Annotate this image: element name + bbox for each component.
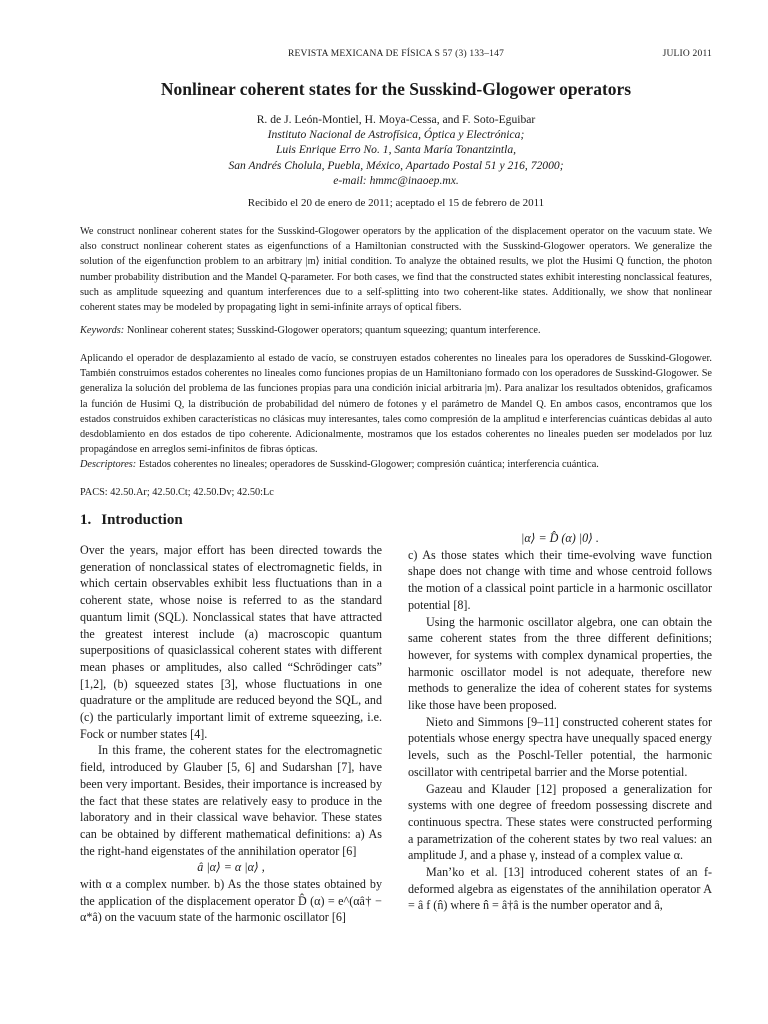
section-heading (80, 512, 183, 529)
keywords-english (80, 323, 712, 338)
paragraph: In this frame, the coherent states for the electromagnetic field, introduced by Glauber [5, 6] and Sudarshan [7], have been very important. Besides, their importance is increased by the fact that these states are relatively easy to produce in the laboratory and in their classical wave behavior. These states can be obtained by different mathematical definitions: a) As the right-hand eigenstates of the annihilation operator [6] (80, 743, 382, 858)
affiliation-line: San Andrés Cholula, Puebla, México, Apartado Postal 51 y 216, 72000; (228, 158, 564, 172)
abstract-spanish: Aplicando el operador de desplazamiento al estado de vacío, se construyen estados coherentes no lineales para los operadores de Susskind-Glogower. También construimos estados coherentes no lineales como funciones propias de un Hamiltoniano formado con los operadores de Susskind-Glogower. Se generaliza la solución del problema de las funciones propias para una condición inicial arbitraria |m⟩. Para analizar los resultados obtenidos, graficamos la función de Husimi Q, la distribución de probabilidad del número de fotones y el parámetro de Mandel Q. En ambos casos, encontramos que los estados construidos exhiben características no clásicas muy interesantes, tales como compresión de la amplitud e interferencias cuánticas debidas al auto desdoblamiento en dos estados de tipo coherente. Adicionalmente, mostramos que los estados coherentes no lineales pueden ser modelados por luz propagándose en arreglos semi-infinitos de fibras ópticas. (80, 353, 712, 456)
affiliation-line: Instituto Nacional de Astrofísica, Óptica y Electrónica; (267, 128, 525, 142)
author-names: R. de J. León-Montiel, H. Moya-Cessa, and F. Soto-Eguibar (256, 113, 536, 126)
keywords-spanish (80, 457, 712, 472)
equation-displacement: |α⟩ = D̂ (α) |0⟩ . (521, 531, 599, 545)
author-block (80, 112, 712, 188)
received-dates: Recibido el 20 de enero de 2011; aceptado el 15 de febrero de 2011 (247, 197, 545, 209)
equation-annihilation: â |α⟩ = α |α⟩ , (197, 860, 265, 875)
affiliation-line: Luis Enrique Erro No. 1, Santa María Tonantzintla, (275, 143, 517, 157)
keywords-text: Nonlinear coherent states; Susskind-Glogower operators; quantum squeezing; quantum interference. (126, 325, 541, 336)
running-head (80, 49, 712, 63)
paragraph: Gazeau and Klauder [12] proposed a generalization for systems with one degree of freedom possessing discrete and continuous spectra. These states were constructed performing a parametrization of the coherent states by two real values: an amplitude J, and a phase γ, instead of a complex value α. (408, 781, 712, 863)
issue-date: JULIO 2011 (662, 49, 712, 59)
paragraph: Over the years, major effort has been directed towards the generation of nonclassical states of electromagnetic fields, in which certain observables exhibit less fluctuations than in a coherent state, whose noise is referred to as the standard quantum limit (SQL). Nonclassical states that have attracted the greatest interest include (a) macroscopic quantum superpositions of quasiclassical coherent states with different mean phases or amplitudes, also called “Schrödinger cats” [1,2], (b) squeezed states [3], whose fluctuations in one quadrature or the amplitude are reduced beyond the SQL, and (c) the particularly important limit of extreme squeezing, i.e. Fock or number states [4]. (80, 543, 382, 741)
email-line: e-mail: hmmc@inaoep.mx. (333, 173, 459, 187)
section-number: 1. (80, 512, 92, 528)
descriptores-label: Descriptores: (80, 459, 137, 470)
journal-citation: REVISTA MEXICANA DE FÍSICA S 57 (3) 133–147 (287, 49, 505, 59)
right-column (408, 530, 712, 914)
left-column (80, 542, 382, 926)
paragraph: Using the harmonic oscillator algebra, one can obtain the same coherent states from the three different definitions; however, for systems with complex dynamical properties, the harmonic oscillator model is not adequate, therefore new methods to generalize the idea of coherent states for systems like those have been proposed. (408, 614, 712, 713)
descriptores-text: Estados coherentes no lineales; operadores de Susskind-Glogower; compresión cuántica; interferencia cuántica. (138, 459, 599, 470)
abstract-english: We construct nonlinear coherent states for the Susskind-Glogower operators by the application of the displacement operator on the vacuum state. We also construct nonlinear coherent states as eigenfunctions of a Hamiltonian constructed with the Susskind-Glogower operators. We generalize the solution of the eigenfunction problem to an arbitrary |m⟩ initial condition. To analyze the obtained results, we plot the Husimi Q function, the photon number probability distribution and the Mandel Q-parameter. For both cases, we find that the constructed states exhibit interesting nonclassical features, such as amplitude squeezing and quantum interferences due to a self-splitting into two coherent-like states. Additionally, we show that nonlinear coherent states may be modeled by propagating light in semi-infinite arrays of optical fibers. (80, 226, 712, 314)
paragraph: Man’ko et al. [13] introduced coherent states of an f-deformed algebra as eigenstates of the annihilation operator A = â f (n̂) where n̂ = â†â is the number operator and â, (408, 865, 712, 913)
paragraph: with α a complex number. b) As the those states obtained by the application of the displacement operator D̂ (α) = e^(αâ† − α*â) on the vacuum state of the harmonic oscillator [6] (80, 877, 382, 925)
paragraph: Nieto and Simmons [9–11] constructed coherent states for potentials whose energy spectra have unequally spaced energy levels, such as the Poschl-Teller potential, the harmonic oscillator with centripetal barrier and the Morse potential. (408, 714, 712, 779)
section-title: Introduction (101, 512, 183, 528)
pacs-codes: PACS: 42.50.Ar; 42.50.Ct; 42.50.Dv; 42.50:Lc (80, 487, 274, 498)
keywords-label: Keywords: (80, 325, 125, 336)
paragraph: c) As those states which their time-evolving wave function shape does not change with time and whose centroid follows the motion of a classical point particle in a harmonic oscillator potential [8]. (408, 547, 712, 612)
paper-title: Nonlinear coherent states for the Susskind-Glogower operators (160, 79, 632, 99)
